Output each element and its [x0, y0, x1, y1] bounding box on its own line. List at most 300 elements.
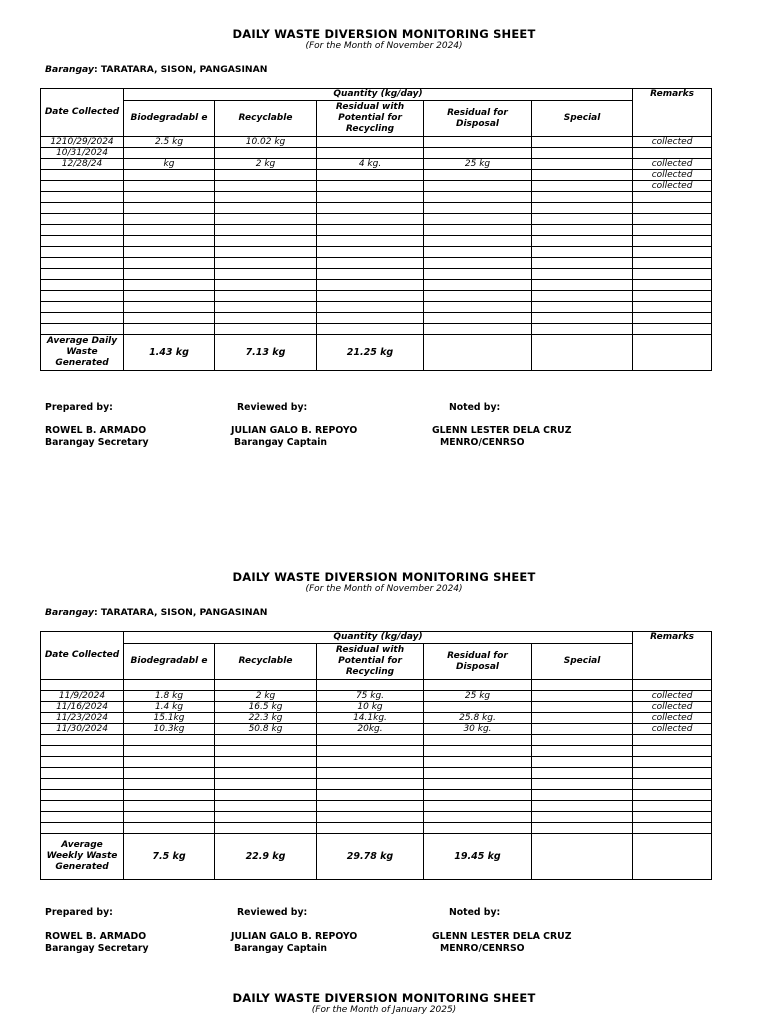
table-cell: [124, 192, 215, 203]
table-cell: [424, 823, 532, 834]
table-cell: [424, 258, 532, 269]
table-row: [41, 702, 712, 713]
table-row: [41, 713, 712, 724]
table-cell: [424, 779, 532, 790]
average-value: 1.43 kg: [124, 335, 215, 371]
table-cell: [532, 313, 633, 324]
table-cell: [532, 236, 633, 247]
table-cell: [124, 258, 215, 269]
table-cell: [424, 148, 532, 159]
table-cell: [215, 801, 317, 812]
table-cell: 14.1kg.: [317, 713, 424, 724]
col-header: Residual with Potential for Recycling: [317, 101, 424, 137]
table-cell: [532, 258, 633, 269]
table-row: [41, 181, 712, 192]
average-value: 7.5 kg: [124, 834, 215, 880]
table-cell: [633, 203, 712, 214]
barangay-line: [45, 607, 267, 618]
table-cell: [532, 269, 633, 280]
table-cell: [215, 258, 317, 269]
table-cell: [532, 192, 633, 203]
table-cell: [41, 236, 124, 247]
table-cell: [124, 801, 215, 812]
table-cell: [532, 691, 633, 702]
table-cell: [532, 302, 633, 313]
table-cell: [317, 280, 424, 291]
table-cell: [41, 324, 124, 335]
table-row: [41, 724, 712, 735]
table-cell: [424, 225, 532, 236]
table-cell: [41, 181, 124, 192]
table-cell: [532, 768, 633, 779]
prepared-name: ROWEL B. ARMADO: [45, 425, 147, 436]
table-cell: [41, 812, 124, 823]
barangay-label: Barangay: [45, 607, 94, 618]
table-cell: [532, 225, 633, 236]
table-cell: [41, 203, 124, 214]
table-cell: 2 kg: [215, 691, 317, 702]
noted-by-label: Noted by:: [449, 402, 501, 413]
table-cell: [633, 801, 712, 812]
table-cell: [532, 713, 633, 724]
sheet-title: DAILY WASTE DIVERSION MONITORING SHEET: [232, 27, 536, 41]
table-row: [41, 214, 712, 225]
table-row: [41, 225, 712, 236]
table-cell: [317, 148, 424, 159]
table-cell: [124, 746, 215, 757]
prepared-title: Barangay Secretary: [45, 437, 149, 448]
table-cell: [532, 702, 633, 713]
table-cell: [424, 170, 532, 181]
sheet-title: DAILY WASTE DIVERSION MONITORING SHEET: [232, 570, 536, 584]
table-row: [41, 148, 712, 159]
table-cell: [424, 702, 532, 713]
table-cell: [532, 181, 633, 192]
table-cell: [124, 313, 215, 324]
table-row: [41, 258, 712, 269]
average-value: [532, 834, 633, 880]
table-cell: [215, 735, 317, 746]
table-cell: [41, 735, 124, 746]
table-cell: [532, 757, 633, 768]
table-cell: [633, 746, 712, 757]
table-cell: 15.1kg: [124, 713, 215, 724]
table-cell: [424, 812, 532, 823]
table-cell: [424, 790, 532, 801]
table-cell: 25 kg: [424, 159, 532, 170]
table-cell: 25 kg: [424, 691, 532, 702]
table-row: [41, 691, 712, 702]
table-cell: [124, 291, 215, 302]
col-header: Residual with Potential for Recycling: [317, 644, 424, 680]
average-label: Average Weekly Waste Generated: [41, 834, 124, 880]
average-value: 7.13 kg: [215, 335, 317, 371]
average-value: 29.78 kg: [317, 834, 424, 880]
average-value: [532, 335, 633, 371]
table-cell: [532, 790, 633, 801]
table-cell: [215, 269, 317, 280]
quantity-header: Quantity (kg/day): [124, 89, 633, 101]
table-cell: [124, 236, 215, 247]
table-row: [41, 291, 712, 302]
col-header: Recyclable: [215, 101, 317, 137]
table-cell: [424, 680, 532, 691]
reviewed-title: Barangay Captain: [234, 437, 328, 448]
noted-name: GLENN LESTER DELA CRUZ: [432, 425, 572, 436]
table-row: [41, 280, 712, 291]
average-row: [41, 335, 712, 371]
table-cell: [424, 280, 532, 291]
table-cell: [317, 757, 424, 768]
sheet-subtitle: (For the Month of January 2025): [311, 1005, 457, 1015]
table-body: [41, 680, 712, 834]
table-cell: collected: [633, 691, 712, 702]
table-cell: [424, 269, 532, 280]
table-cell: [215, 779, 317, 790]
col-header: Special: [532, 644, 633, 680]
table-cell: [215, 823, 317, 834]
table-cell: [532, 779, 633, 790]
table-cell: [317, 247, 424, 258]
table-cell: 75 kg.: [317, 691, 424, 702]
table-cell: [317, 768, 424, 779]
table-cell: [532, 724, 633, 735]
table-cell: [215, 280, 317, 291]
average-value: 19.45 kg: [424, 834, 532, 880]
table-cell: [124, 302, 215, 313]
table-cell: [532, 812, 633, 823]
table-cell: [41, 247, 124, 258]
table-cell: [532, 823, 633, 834]
table-cell: [124, 203, 215, 214]
table-cell: [532, 291, 633, 302]
table-cell: [124, 812, 215, 823]
table-row: [41, 313, 712, 324]
table-cell: [424, 302, 532, 313]
table-cell: [317, 324, 424, 335]
table-cell: [633, 324, 712, 335]
quantity-header: Quantity (kg/day): [124, 632, 633, 644]
table-cell: [41, 746, 124, 757]
average-value: [633, 335, 712, 371]
table-cell: [41, 757, 124, 768]
table-cell: [532, 203, 633, 214]
table-cell: [317, 680, 424, 691]
remarks-header: Remarks: [633, 632, 712, 680]
table-cell: [633, 148, 712, 159]
waste-table: [40, 88, 712, 371]
table-cell: [124, 779, 215, 790]
table-cell: 10 kg: [317, 702, 424, 713]
table-cell: 16.5 kg: [215, 702, 317, 713]
noted-by-label: Noted by:: [449, 907, 501, 918]
table-cell: 11/16/2024: [41, 702, 124, 713]
sheet-subtitle: (For the Month of November 2024): [305, 584, 463, 594]
average-label: Average Daily Waste Generated: [41, 335, 124, 371]
col-header: Recyclable: [215, 644, 317, 680]
table-cell: [41, 768, 124, 779]
table-cell: [317, 225, 424, 236]
table-cell: [633, 823, 712, 834]
table-cell: [215, 247, 317, 258]
table-row: [41, 768, 712, 779]
table-cell: [633, 768, 712, 779]
table-cell: [317, 258, 424, 269]
table-row: [41, 236, 712, 247]
table-cell: [317, 214, 424, 225]
table-cell: [215, 768, 317, 779]
table-row: [41, 801, 712, 812]
table-cell: [215, 313, 317, 324]
table-cell: [124, 247, 215, 258]
table-row: [41, 247, 712, 258]
barangay-line: [45, 64, 267, 75]
average-value: 21.25 kg: [317, 335, 424, 371]
table-cell: [215, 757, 317, 768]
barangay-value: : TARATARA, SISON, PANGASINAN: [93, 64, 268, 75]
table-cell: [124, 148, 215, 159]
table-cell: [633, 812, 712, 823]
table-cell: [633, 779, 712, 790]
table-cell: [124, 170, 215, 181]
table-cell: [424, 203, 532, 214]
table-cell: [633, 269, 712, 280]
table-cell: [633, 757, 712, 768]
table-cell: 50.8 kg: [215, 724, 317, 735]
table-cell: [532, 680, 633, 691]
table-cell: [633, 790, 712, 801]
table-cell: [215, 236, 317, 247]
table-cell: [41, 291, 124, 302]
table-cell: [424, 247, 532, 258]
table-row: [41, 269, 712, 280]
table-cell: [317, 790, 424, 801]
table-cell: 4 kg.: [317, 159, 424, 170]
table-row: [41, 735, 712, 746]
sheet-title: DAILY WASTE DIVERSION MONITORING SHEET: [232, 991, 536, 1005]
noted-name: GLENN LESTER DELA CRUZ: [432, 931, 572, 942]
table-cell: 1210/29/2024: [41, 137, 124, 148]
average-value: [633, 834, 712, 880]
table-cell: [633, 214, 712, 225]
table-cell: [532, 247, 633, 258]
table-cell: 10.3kg: [124, 724, 215, 735]
table-cell: [124, 269, 215, 280]
table-cell: [317, 812, 424, 823]
noted-title: MENRO/CENRSO: [440, 943, 525, 954]
table-cell: collected: [633, 724, 712, 735]
table-cell: [215, 812, 317, 823]
table-row: [41, 757, 712, 768]
col-header: Residual for Disposal: [424, 101, 532, 137]
table-cell: [424, 291, 532, 302]
prepared-by-label: Prepared by:: [45, 402, 113, 413]
reviewed-by-label: Reviewed by:: [237, 907, 308, 918]
table-cell: [41, 801, 124, 812]
table-cell: 20kg.: [317, 724, 424, 735]
table-cell: [124, 823, 215, 834]
table-cell: [317, 181, 424, 192]
reviewed-name: JULIAN GALO B. REPOYO: [231, 931, 358, 942]
table-cell: [124, 181, 215, 192]
table-cell: [532, 170, 633, 181]
col-header: Biodegradabl e: [124, 644, 215, 680]
table-row: [41, 790, 712, 801]
table-cell: 1.8 kg: [124, 691, 215, 702]
table-cell: [215, 746, 317, 757]
table-cell: [317, 170, 424, 181]
table-cell: 11/9/2024: [41, 691, 124, 702]
table-cell: [633, 258, 712, 269]
table-cell: [633, 236, 712, 247]
table-row: [41, 812, 712, 823]
date-header: Date Collected: [41, 632, 124, 680]
average-row: [41, 834, 712, 880]
table-cell: [41, 680, 124, 691]
table-body: [41, 137, 712, 335]
table-cell: [317, 779, 424, 790]
table-cell: [532, 137, 633, 148]
table-cell: 25.8 kg.: [424, 713, 532, 724]
table-cell: 1.4 kg: [124, 702, 215, 713]
table-row: [41, 746, 712, 757]
waste-table: [40, 631, 712, 880]
table-cell: [633, 735, 712, 746]
table-cell: [317, 313, 424, 324]
prepared-title: Barangay Secretary: [45, 943, 149, 954]
table-cell: [424, 768, 532, 779]
prepared-by-label: Prepared by:: [45, 907, 113, 918]
table-cell: [532, 746, 633, 757]
table-cell: 22.3 kg: [215, 713, 317, 724]
table-cell: [41, 779, 124, 790]
table-cell: collected: [633, 159, 712, 170]
table-cell: [41, 280, 124, 291]
table-cell: [424, 137, 532, 148]
col-header: Residual for Disposal: [424, 644, 532, 680]
table-cell: [317, 203, 424, 214]
table-cell: [41, 823, 124, 834]
table-cell: collected: [633, 702, 712, 713]
col-header: Biodegradabl e: [124, 101, 215, 137]
table-cell: [215, 302, 317, 313]
table-cell: [633, 680, 712, 691]
table-cell: [317, 269, 424, 280]
table-row: [41, 324, 712, 335]
table-cell: [633, 225, 712, 236]
table-cell: [424, 192, 532, 203]
table-row: [41, 680, 712, 691]
table-cell: 12/28/24: [41, 159, 124, 170]
table-row: [41, 779, 712, 790]
table-cell: [532, 735, 633, 746]
table-cell: [424, 181, 532, 192]
table-cell: [124, 735, 215, 746]
table-cell: [532, 801, 633, 812]
table-cell: [532, 214, 633, 225]
table-cell: [317, 137, 424, 148]
table-cell: [633, 313, 712, 324]
table-cell: [41, 269, 124, 280]
table-cell: [317, 302, 424, 313]
table-cell: [424, 746, 532, 757]
table-cell: [41, 214, 124, 225]
table-cell: collected: [633, 713, 712, 724]
table-cell: [424, 324, 532, 335]
col-header: Special: [532, 101, 633, 137]
barangay-label: Barangay: [45, 64, 94, 75]
average-value: [424, 335, 532, 371]
table-row: [41, 192, 712, 203]
table-cell: [317, 746, 424, 757]
table-cell: [215, 291, 317, 302]
prepared-name: ROWEL B. ARMADO: [45, 931, 147, 942]
table-cell: [532, 280, 633, 291]
table-row: [41, 137, 712, 148]
noted-title: MENRO/CENRSO: [440, 437, 525, 448]
table-cell: [41, 225, 124, 236]
table-cell: [633, 192, 712, 203]
table-cell: [41, 192, 124, 203]
table-cell: 30 kg.: [424, 724, 532, 735]
table-cell: kg: [124, 159, 215, 170]
table-cell: [124, 768, 215, 779]
average-value: 22.9 kg: [215, 834, 317, 880]
table-cell: [317, 823, 424, 834]
table-cell: [633, 302, 712, 313]
table-cell: [215, 148, 317, 159]
table-row: [41, 823, 712, 834]
table-cell: [124, 214, 215, 225]
date-header: Date Collected: [41, 89, 124, 137]
table-cell: collected: [633, 137, 712, 148]
table-cell: [532, 159, 633, 170]
table-cell: [215, 214, 317, 225]
table-cell: [215, 680, 317, 691]
table-cell: [317, 236, 424, 247]
table-cell: [532, 324, 633, 335]
table-cell: [124, 790, 215, 801]
table-cell: [424, 214, 532, 225]
table-cell: [633, 280, 712, 291]
table-cell: 10/31/2024: [41, 148, 124, 159]
table-cell: [633, 247, 712, 258]
table-cell: [215, 790, 317, 801]
table-cell: [41, 313, 124, 324]
table-cell: [317, 735, 424, 746]
table-cell: [124, 324, 215, 335]
table-cell: [215, 324, 317, 335]
table-row: [41, 302, 712, 313]
table-cell: [317, 801, 424, 812]
table-cell: [424, 757, 532, 768]
table-cell: [532, 148, 633, 159]
table-cell: [424, 801, 532, 812]
barangay-value: : TARATARA, SISON, PANGASINAN: [93, 607, 268, 618]
table-cell: [215, 192, 317, 203]
table-row: [41, 159, 712, 170]
table-cell: [215, 170, 317, 181]
table-cell: [215, 203, 317, 214]
table-cell: [215, 181, 317, 192]
table-cell: [41, 302, 124, 313]
table-cell: 2.5 kg: [124, 137, 215, 148]
reviewed-by-label: Reviewed by:: [237, 402, 308, 413]
table-cell: [41, 258, 124, 269]
table-cell: collected: [633, 181, 712, 192]
table-cell: [424, 236, 532, 247]
table-cell: [424, 313, 532, 324]
